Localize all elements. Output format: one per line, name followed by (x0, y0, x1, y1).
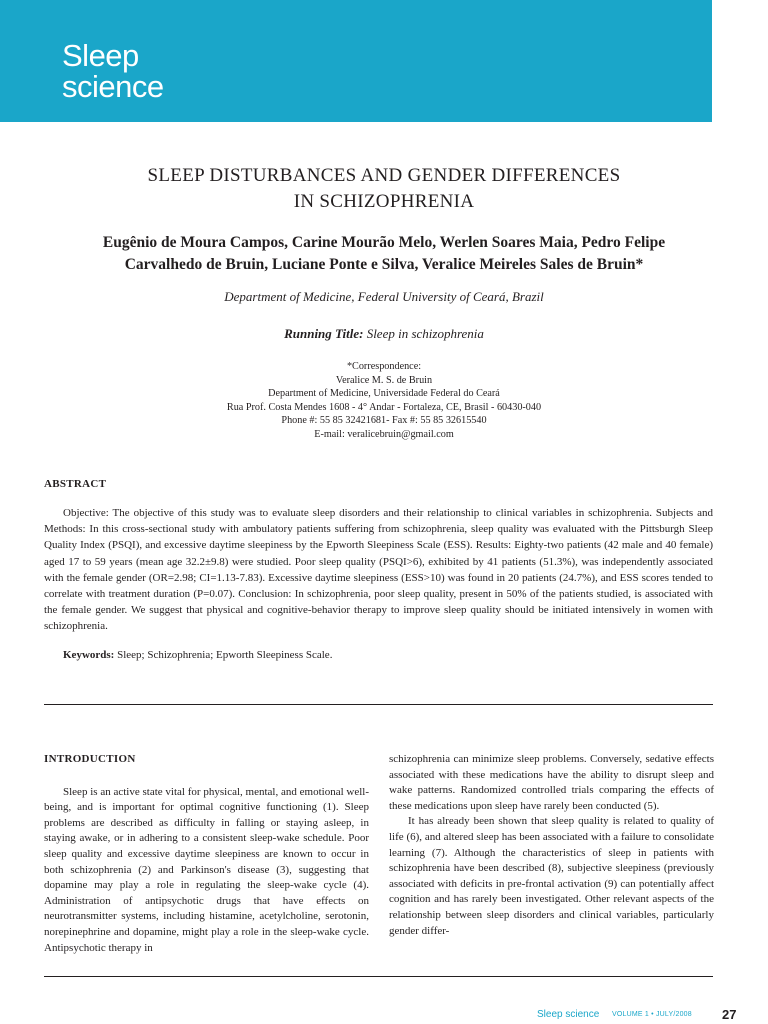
intro-paragraph-2: It has already been shown that sleep quality is related to quality of life (6), and altered sleep has been associated with a failure to consolidate learning (7). Although the characteristics of sleep in patients with schizophrenia have been described (8), subjective sleepiness (previously associated with deficits in pre-frontal activation (9) can potentially affect cognition and has rarely been investigated. Other relevant aspects of the relationship between sleep disorders and clinical variables, particularly gender differ- (389, 815, 714, 937)
footer-volume: VOLUME 1 • JULY/2008 (612, 1011, 692, 1018)
running-title-text: Sleep in schizophrenia (366, 326, 484, 341)
intro-paragraph-continued: schizophrenia can minimize sleep problems. Conversely, sedative effects associated with these medications have the ability to disrupt sleep and wake patterns. Randomized controlled trials comparing the effects of these medications upon sleep have rarely been conducted (5). (389, 753, 714, 812)
title-line-2: IN SCHIZOPHRENIA (293, 191, 475, 212)
journal-banner (0, 0, 712, 122)
introduction-heading: INTRODUCTION (44, 753, 136, 765)
right-column (389, 752, 714, 939)
correspondence-department: Department of Medicine, Universidade Federal do Ceará (268, 388, 500, 400)
correspondence-name: Veralice M. S. de Bruin (335, 374, 433, 386)
authors-line-2: Carvalhedo de Bruin, Luciane Ponte e Silva, Veralice Meireles Sales de Bruin* (124, 256, 644, 273)
correspondence-heading: *Correspondence: (346, 361, 422, 372)
abstract-text: Objective: The objective of this study was to evaluate sleep disorders and their relationship to clinical variables in schizophrenia. Subjects and Methods: In this cross-sectional study with ambulatory patients suffering from schizophrenia, sleep quality was evaluated with the Pittsburgh Sleep Quality Index (PSQI), and excessive daytime sleepiness by the Epworth Sleepiness Scale (ESS). Results: Eighty-two patients (42 male and 40 female) aged 17 to 59 years (mean age 32.2±9.8) were studied. Poor sleep quality (PSQI>6), exhibited by 41 patients (51.3%), was independently associated with the female gender (OR=2.98; CI=1.13-7.83). Excessive daytime sleepiness (ESS>10) was found in 20 patients (24.7%), and ESS scores tended to correlate with treatment duration (P=0.07). Conclusion: In schizophrenia, poor sleep quality, present in 50% of the patients studied, is associated with the female gender. We suggest that physical and cognitive-behavior therapy to improve sleep quality should be initiated intensively in women with schizophrenia. (44, 507, 713, 633)
authors-line-1: Eugênio de Moura Campos, Carine Mourão Melo, Werlen Soares Maia, Pedro Felipe (102, 234, 666, 251)
logo-line-sleep: Sleep (62, 38, 139, 73)
article-title (0, 163, 768, 215)
correspondence-block (0, 360, 768, 442)
correspondence-email: E-mail: veralicebruin@gmail.com (314, 428, 454, 440)
footer-rule (44, 976, 713, 977)
author-list (0, 232, 768, 276)
left-column (44, 752, 369, 956)
title-line-1: SLEEP DISTURBANCES AND GENDER DIFFERENCES (147, 165, 621, 186)
intro-paragraph-1: Sleep is an active state vital for physical, mental, and emotional well-being, and is important for optimal cognitive functioning (1). Sleep problems are described as difficulty in falling or staying asleep, in staying awake, or in adhering to a consistent sleep-wake schedule. Poor sleep quality and excessive daytime sleepiness are known to occur in both schizophrenia (2) and Parkinson's disease (3), suggesting that dopamine may play a role in regulating the sleep-wake cycle (4). Administration of antipsychotic drugs that have effects on neurotransmitter systems, including histamine, acetylcholine, serotonin, norepinephrine and dopamine, might play a role in the sleep-wake cycle. Antipsychotic therapy in (44, 785, 369, 954)
footer-journal-name: Sleep science (537, 1009, 600, 1020)
affiliation: Department of Medicine, Federal University of Ceará, Brazil (224, 289, 544, 304)
correspondence-address: Rua Prof. Costa Mendes 1608 - 4° Andar - Fortaleza, CE, Brasil - 60430-040 (226, 401, 542, 413)
logo-line-science: science (62, 69, 164, 104)
keywords-text: Sleep; Schizophrenia; Epworth Sleepiness Scale. (117, 649, 333, 661)
running-title (0, 326, 768, 342)
running-title-label: Running Title: (284, 326, 364, 341)
correspondence-phone: Phone #: 55 85 32421681- Fax #: 55 85 32615540 (281, 415, 487, 427)
section-divider (44, 704, 713, 705)
keywords-label: Keywords: (63, 649, 115, 661)
abstract-heading: ABSTRACT (44, 478, 107, 490)
keywords (63, 649, 332, 661)
journal-logo (62, 40, 164, 102)
page-number: 27 (722, 1007, 737, 1022)
